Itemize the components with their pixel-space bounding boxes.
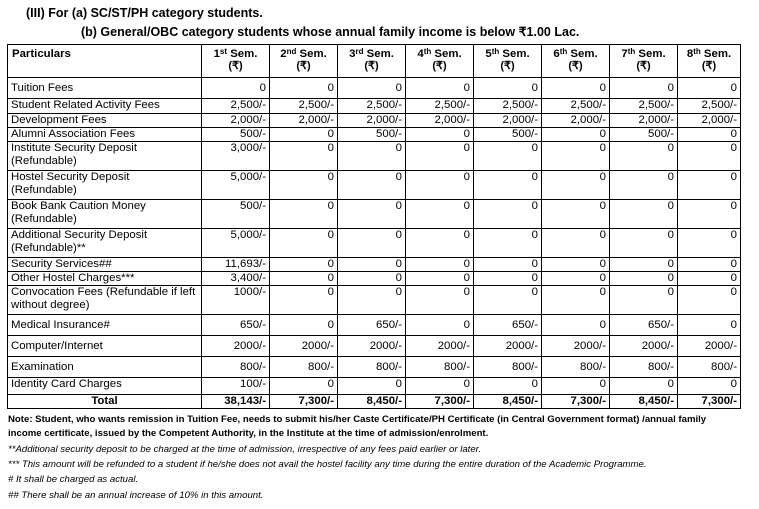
semester-header: 7th Sem. (₹) bbox=[610, 45, 678, 78]
total-label: Total bbox=[8, 395, 202, 409]
fee-cell: 2,000/- bbox=[406, 114, 474, 128]
total-cell: 7,300/- bbox=[270, 395, 338, 409]
fee-cell: 0 bbox=[270, 128, 338, 142]
table-row bbox=[8, 200, 741, 229]
fee-cell: 0 bbox=[610, 272, 678, 286]
fee-cell: 0 bbox=[678, 128, 741, 142]
semester-header: 4th Sem. (₹) bbox=[406, 45, 474, 78]
fee-cell: 0 bbox=[338, 286, 406, 315]
fee-cell: 0 bbox=[474, 78, 542, 99]
fee-cell: 0 bbox=[474, 171, 542, 200]
fee-cell: 0 bbox=[678, 258, 741, 272]
row-label: Institute Security Deposit (Refundable) bbox=[8, 142, 202, 171]
fee-cell: 5,000/- bbox=[202, 171, 270, 200]
fee-cell: 0 bbox=[610, 286, 678, 315]
total-cell: 8,450/- bbox=[474, 395, 542, 409]
total-cell: 7,300/- bbox=[406, 395, 474, 409]
fee-cell: 3,000/- bbox=[202, 142, 270, 171]
fee-cell: 0 bbox=[270, 200, 338, 229]
fee-cell: 0 bbox=[610, 200, 678, 229]
fee-cell: 0 bbox=[270, 229, 338, 258]
rupee-icon: (₹) bbox=[636, 60, 651, 72]
fee-cell: 0 bbox=[474, 286, 542, 315]
fee-cell: 0 bbox=[406, 171, 474, 200]
fee-cell: 650/- bbox=[474, 315, 542, 336]
fee-cell: 500/- bbox=[474, 128, 542, 142]
fee-cell: 0 bbox=[202, 78, 270, 99]
fee-cell: 800/- bbox=[678, 357, 741, 378]
fee-cell: 650/- bbox=[338, 315, 406, 336]
total-cell: 38,143/- bbox=[202, 395, 270, 409]
fee-cell: 2,000/- bbox=[338, 114, 406, 128]
table-row bbox=[8, 272, 741, 286]
table-row bbox=[8, 286, 741, 315]
fee-cell: 0 bbox=[542, 200, 610, 229]
row-label: Student Related Activity Fees bbox=[8, 99, 202, 114]
semester-header: 8th Sem. (₹) bbox=[678, 45, 741, 78]
fee-cell: 0 bbox=[542, 378, 610, 395]
fee-cell: 0 bbox=[610, 378, 678, 395]
footnote-hash: # It shall be charged as actual. bbox=[8, 474, 139, 485]
fee-cell: 0 bbox=[678, 142, 741, 171]
row-label: Book Bank Caution Money (Refundable) bbox=[8, 200, 202, 229]
fee-cell: 0 bbox=[542, 286, 610, 315]
fee-cell: 0 bbox=[678, 78, 741, 99]
remission-note-continued: income certificate, issued by the Competent Authority, in the Institute at the time of admission/enrolment. bbox=[8, 428, 489, 439]
rupee-icon: (₹) bbox=[432, 60, 447, 72]
fee-cell: 0 bbox=[270, 258, 338, 272]
fee-cell: 2000/- bbox=[338, 336, 406, 357]
fee-cell: 0 bbox=[338, 200, 406, 229]
fee-cell: 0 bbox=[542, 128, 610, 142]
row-label: Security Services## bbox=[8, 258, 202, 272]
fee-cell: 0 bbox=[678, 200, 741, 229]
fee-cell: 0 bbox=[678, 171, 741, 200]
fee-cell: 2,500/- bbox=[270, 99, 338, 114]
total-row bbox=[8, 395, 741, 409]
fee-cell: 0 bbox=[406, 258, 474, 272]
total-cell: 8,450/- bbox=[610, 395, 678, 409]
rupee-icon: (₹) bbox=[296, 60, 311, 72]
fee-cell: 0 bbox=[610, 78, 678, 99]
row-label: Convocation Fees (Refundable if left without degree) bbox=[8, 286, 202, 315]
section-heading: (III) For (a) SC/ST/PH category students. bbox=[26, 6, 263, 20]
fee-cell: 0 bbox=[270, 272, 338, 286]
table-row bbox=[8, 357, 741, 378]
fee-cell: 0 bbox=[474, 142, 542, 171]
fee-cell: 2,000/- bbox=[542, 114, 610, 128]
table-row bbox=[8, 258, 741, 272]
fee-cell: 2,500/- bbox=[474, 99, 542, 114]
fee-cell: 0 bbox=[474, 200, 542, 229]
row-label: Tuition Fees bbox=[8, 78, 202, 99]
fee-cell: 0 bbox=[542, 229, 610, 258]
fee-cell: 0 bbox=[270, 315, 338, 336]
fee-cell: 0 bbox=[270, 142, 338, 171]
table-row bbox=[8, 114, 741, 128]
section-subheading: (b) General/OBC category students whose annual family income is below ₹1.00 Lac. bbox=[81, 25, 580, 39]
rupee-icon: (₹) bbox=[568, 60, 583, 72]
fee-cell: 800/- bbox=[610, 357, 678, 378]
total-cell: 7,300/- bbox=[678, 395, 741, 409]
fee-cell: 0 bbox=[338, 142, 406, 171]
fee-cell: 0 bbox=[406, 78, 474, 99]
row-label: Additional Security Deposit (Refundable)** bbox=[8, 229, 202, 258]
table-row bbox=[8, 378, 741, 395]
fee-cell: 0 bbox=[406, 315, 474, 336]
fee-cell: 2,000/- bbox=[474, 114, 542, 128]
total-cell: 8,450/- bbox=[338, 395, 406, 409]
fee-cell: 800/- bbox=[270, 357, 338, 378]
fee-cell: 0 bbox=[542, 142, 610, 171]
semester-header: 1st Sem. (₹) bbox=[202, 45, 270, 78]
fee-cell: 0 bbox=[678, 315, 741, 336]
fee-cell: 2000/- bbox=[610, 336, 678, 357]
footnote-triple-star: *** This amount will be refunded to a student if he/she does not avail the hostel facility any time during the entire duration of the Academic Programme. bbox=[8, 459, 647, 470]
fee-cell: 0 bbox=[270, 171, 338, 200]
fee-cell: 1000/- bbox=[202, 286, 270, 315]
remission-note: Note: Student, who wants remission in Tuition Fee, needs to submit his/her Caste Certificate/PH Certificate (in Central Government format) /annual family bbox=[8, 414, 707, 425]
fee-cell: 0 bbox=[678, 378, 741, 395]
fee-cell: 2000/- bbox=[406, 336, 474, 357]
fee-cell: 0 bbox=[406, 200, 474, 229]
table-row bbox=[8, 128, 741, 142]
fee-cell: 0 bbox=[338, 272, 406, 286]
fee-cell: 0 bbox=[678, 286, 741, 315]
fee-cell: 0 bbox=[406, 286, 474, 315]
row-label: Identity Card Charges bbox=[8, 378, 202, 395]
row-label: Examination bbox=[8, 357, 202, 378]
table-row bbox=[8, 99, 741, 114]
footnote-double-hash: ## There shall be an annual increase of 10% in this amount. bbox=[8, 490, 264, 501]
fee-cell: 0 bbox=[474, 229, 542, 258]
fee-cell: 2,500/- bbox=[338, 99, 406, 114]
fee-cell: 2,000/- bbox=[610, 114, 678, 128]
fee-cell: 0 bbox=[338, 378, 406, 395]
fee-cell: 2,500/- bbox=[202, 99, 270, 114]
table-row bbox=[8, 171, 741, 200]
fee-cell: 800/- bbox=[406, 357, 474, 378]
fee-cell: 0 bbox=[270, 378, 338, 395]
fee-cell: 0 bbox=[338, 229, 406, 258]
fee-cell: 0 bbox=[610, 171, 678, 200]
fee-cell: 2,500/- bbox=[678, 99, 741, 114]
fee-cell: 2000/- bbox=[202, 336, 270, 357]
fee-cell: 500/- bbox=[610, 128, 678, 142]
fee-cell: 3,400/- bbox=[202, 272, 270, 286]
fee-cell: 11,693/- bbox=[202, 258, 270, 272]
fee-cell: 800/- bbox=[202, 357, 270, 378]
row-label: Other Hostel Charges*** bbox=[8, 272, 202, 286]
fee-cell: 0 bbox=[474, 378, 542, 395]
semester-header: 2nd Sem. (₹) bbox=[270, 45, 338, 78]
fee-cell: 5,000/- bbox=[202, 229, 270, 258]
semester-header: 6th Sem. (₹) bbox=[542, 45, 610, 78]
fee-cell: 0 bbox=[406, 272, 474, 286]
rupee-icon: (₹) bbox=[228, 60, 243, 72]
fee-cell: 2000/- bbox=[542, 336, 610, 357]
table-row bbox=[8, 142, 741, 171]
fee-cell: 2,500/- bbox=[406, 99, 474, 114]
fee-cell: 800/- bbox=[474, 357, 542, 378]
particulars-header: Particulars bbox=[8, 45, 202, 78]
rupee-icon: (₹) bbox=[364, 60, 379, 72]
header-row bbox=[8, 45, 741, 78]
total-cell: 7,300/- bbox=[542, 395, 610, 409]
table-row bbox=[8, 315, 741, 336]
table-row bbox=[8, 229, 741, 258]
fee-cell: 2,500/- bbox=[610, 99, 678, 114]
fee-cell: 0 bbox=[678, 229, 741, 258]
footnote-double-star: **Additional security deposit to be charged at the time of admission, irrespective of any fees paid earlier or later. bbox=[8, 444, 482, 455]
fee-cell: 2,000/- bbox=[678, 114, 741, 128]
fee-cell: 0 bbox=[542, 78, 610, 99]
fee-cell: 0 bbox=[406, 128, 474, 142]
fee-cell: 650/- bbox=[202, 315, 270, 336]
fee-cell: 0 bbox=[338, 258, 406, 272]
rupee-icon: (₹) bbox=[500, 60, 515, 72]
table-row bbox=[8, 78, 741, 99]
fee-cell: 0 bbox=[406, 142, 474, 171]
fee-cell: 650/- bbox=[610, 315, 678, 336]
fee-cell: 0 bbox=[474, 272, 542, 286]
fee-cell: 0 bbox=[610, 142, 678, 171]
fee-cell: 2,000/- bbox=[202, 114, 270, 128]
fee-cell: 0 bbox=[270, 78, 338, 99]
fee-table bbox=[7, 44, 741, 409]
row-label: Development Fees bbox=[8, 114, 202, 128]
fee-cell: 0 bbox=[338, 78, 406, 99]
fee-cell: 0 bbox=[270, 286, 338, 315]
fee-cell: 0 bbox=[542, 171, 610, 200]
fee-cell: 0 bbox=[338, 171, 406, 200]
fee-cell: 2000/- bbox=[678, 336, 741, 357]
rupee-icon: (₹) bbox=[701, 60, 717, 72]
fee-cell: 0 bbox=[406, 378, 474, 395]
fee-cell: 2,500/- bbox=[542, 99, 610, 114]
fee-cell: 500/- bbox=[338, 128, 406, 142]
fee-cell: 800/- bbox=[338, 357, 406, 378]
row-label: Computer/Internet bbox=[8, 336, 202, 357]
fee-cell: 0 bbox=[610, 229, 678, 258]
fee-cell: 0 bbox=[542, 272, 610, 286]
row-label: Medical Insurance# bbox=[8, 315, 202, 336]
fee-cell: 100/- bbox=[202, 378, 270, 395]
table-row bbox=[8, 336, 741, 357]
fee-cell: 2000/- bbox=[474, 336, 542, 357]
fee-cell: 500/- bbox=[202, 200, 270, 229]
fee-cell: 0 bbox=[406, 229, 474, 258]
fee-cell: 0 bbox=[542, 315, 610, 336]
fee-cell: 0 bbox=[678, 272, 741, 286]
row-label: Hostel Security Deposit (Refundable) bbox=[8, 171, 202, 200]
semester-header: 3rd Sem. (₹) bbox=[338, 45, 406, 78]
fee-table-body bbox=[8, 78, 741, 409]
fee-cell: 2000/- bbox=[270, 336, 338, 357]
semester-header: 5th Sem. (₹) bbox=[474, 45, 542, 78]
fee-cell: 0 bbox=[474, 258, 542, 272]
fee-cell: 500/- bbox=[202, 128, 270, 142]
fee-cell: 0 bbox=[610, 258, 678, 272]
fee-cell: 800/- bbox=[542, 357, 610, 378]
fee-cell: 0 bbox=[542, 258, 610, 272]
row-label: Alumni Association Fees bbox=[8, 128, 202, 142]
fee-cell: 2,000/- bbox=[270, 114, 338, 128]
